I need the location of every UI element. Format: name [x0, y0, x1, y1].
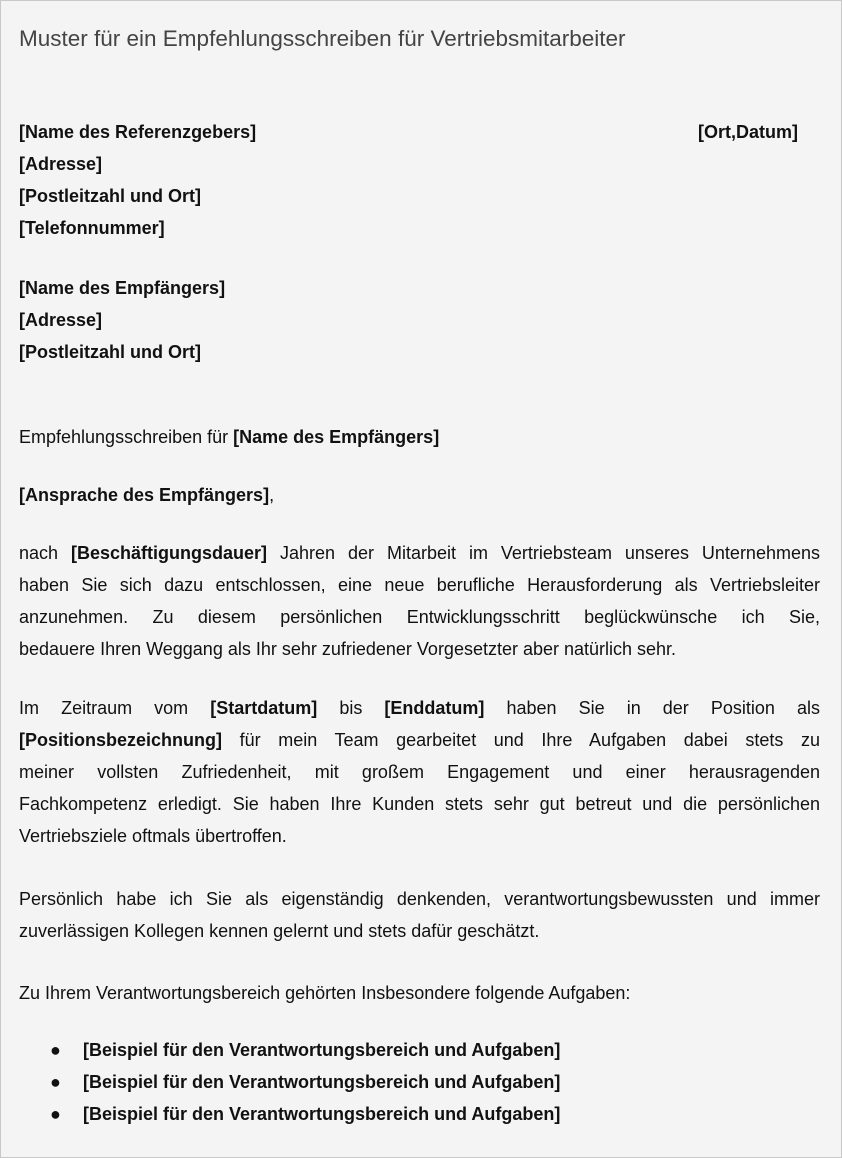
recipient-city: [Postleitzahl und Ort] — [19, 342, 201, 362]
body-text: für mein Team gearbeitet und Ihre Aufgaben dabei stets zu — [222, 730, 820, 750]
paragraph-subject — [19, 421, 820, 453]
bullet-icon: ● — [50, 1040, 61, 1060]
paragraph-line — [19, 569, 820, 601]
body-text: Zu Ihrem Verantwortungsbereich gehörten Insbesondere folgende Aufgaben: — [19, 983, 631, 1003]
body-text: meiner vollsten Zufriedenheit, mit großem Engagement und einer herausragenden — [19, 762, 820, 782]
placeholder-text: [Ansprache des Empfängers] — [19, 485, 270, 505]
list-item-text: [Beispiel für den Verantwortungsbereich und Aufgaben] — [83, 1040, 561, 1060]
body-text: bis — [317, 698, 385, 718]
paragraph-line — [19, 724, 820, 756]
paragraph-personal — [19, 883, 820, 947]
body-text: Vertriebsziele oftmals übertroffen. — [19, 826, 287, 846]
paragraph-line — [19, 788, 820, 820]
paragraph-line — [19, 479, 820, 511]
body-text: Persönlich habe ich Sie als eigenständig denkenden, verantwortungsbewussten und immer — [19, 889, 820, 909]
body-text: anzunehmen. Zu diesem persönlichen Entwicklungsschritt beglückwünsche ich Sie, — [19, 607, 820, 627]
body-text: , — [269, 485, 275, 505]
paragraph-intro — [19, 537, 820, 665]
list-item-text: [Beispiel für den Verantwortungsbereich und Aufgaben] — [83, 1104, 561, 1124]
body-text: nach — [19, 543, 71, 563]
paragraph-line — [19, 756, 820, 788]
body-text: Empfehlungsschreiben für — [19, 427, 234, 447]
paragraph-responsibilities — [19, 977, 820, 1009]
sender-city: [Postleitzahl und Ort] — [19, 186, 201, 206]
body-text: Fachkompetenz erledigt. Sie haben Ihre Kunden stets sehr gut betreut und die persönlichen — [19, 794, 820, 814]
placeholder-text: [Startdatum] — [210, 698, 318, 718]
sender-phone: [Telefonnummer] — [19, 218, 165, 238]
recipient-street: [Adresse] — [19, 310, 103, 330]
body-text: haben Sie sich dazu entschlossen, eine neue berufliche Herausforderung als Vertriebsleiter — [19, 575, 820, 595]
placeholder-text: [Positionsbezeichnung] — [19, 730, 223, 750]
bullet-icon: ● — [50, 1104, 61, 1124]
list-item — [50, 1066, 560, 1098]
paragraph-line — [19, 915, 820, 947]
body-text: zuverlässigen Kollegen kennen gelernt und stets dafür geschätzt. — [19, 921, 540, 941]
paragraph-line — [19, 421, 820, 453]
placeholder-text: [Beschäftigungsdauer] — [71, 543, 268, 563]
body-text: Jahren der Mitarbeit im Vertriebsteam unseres Unternehmens — [267, 543, 820, 563]
placeholder-text: [Enddatum] — [384, 698, 485, 718]
body-text: bedauere Ihren Weggang als Ihr sehr zufriedener Vorgesetzter aber natürlich sehr. — [19, 639, 677, 659]
responsibility-list — [50, 1034, 560, 1130]
paragraph-line — [19, 601, 820, 633]
body-text: Im Zeitraum vom — [19, 698, 211, 718]
paragraph-line — [19, 633, 820, 665]
recipient-name: [Name des Empfängers] — [19, 278, 226, 298]
sender-street: [Adresse] — [19, 154, 103, 174]
recipient-address — [19, 272, 820, 368]
list-item — [50, 1098, 560, 1130]
paragraph-line — [19, 537, 820, 569]
paragraph-line — [19, 883, 820, 915]
place-date: [Ort,Datum] — [698, 122, 798, 142]
list-item-text: [Beispiel für den Verantwortungsbereich und Aufgaben] — [83, 1072, 561, 1092]
sender-name: [Name des Referenzgebers] — [19, 122, 257, 142]
paragraph-line — [19, 977, 820, 1009]
paragraph-position — [19, 692, 820, 852]
paragraph-salutation — [19, 479, 820, 511]
paragraph-line — [19, 820, 820, 852]
body-text: haben Sie in der Position als — [484, 698, 820, 718]
placeholder-text: [Name des Empfängers] — [233, 427, 440, 447]
document-title: Muster für ein Empfehlungsschreiben für Vertriebsmitarbeiter — [19, 26, 626, 51]
list-item — [50, 1034, 560, 1066]
paragraph-line — [19, 692, 820, 724]
bullet-icon: ● — [50, 1072, 61, 1092]
